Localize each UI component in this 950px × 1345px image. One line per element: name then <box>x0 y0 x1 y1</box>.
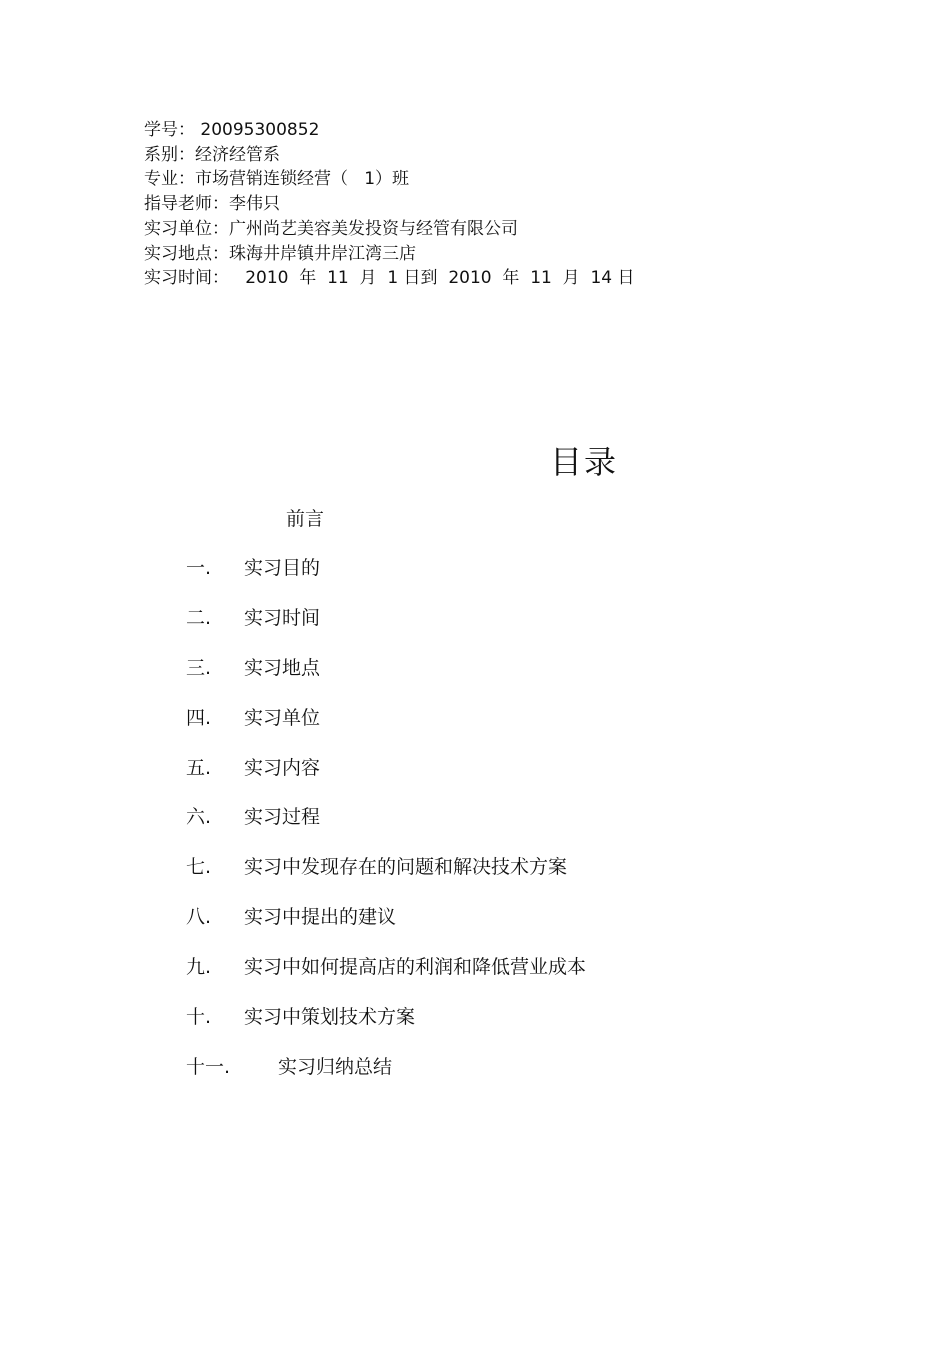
toc-item-label: 实习目的 <box>244 557 321 579</box>
info-label: 系别： <box>144 144 195 165</box>
info-value: 市场营销连锁经营（ 1）班 <box>195 169 410 190</box>
info-row-unit <box>144 217 635 242</box>
toc-item-number: 一. <box>186 557 212 579</box>
info-label: 实习单位： <box>144 218 229 239</box>
info-label: 实习时间： <box>144 268 229 289</box>
toc-preface: 前言 <box>286 508 325 530</box>
info-row-major <box>144 167 635 192</box>
toc-item-label: 实习内容 <box>244 756 321 779</box>
toc-item-number: 十一. <box>186 1055 231 1078</box>
toc-item-label: 实习时间 <box>244 606 321 629</box>
toc-item-number: 四. <box>186 706 212 729</box>
toc-item <box>186 704 586 754</box>
toc-item-number: 十. <box>186 1006 212 1029</box>
toc-item-label: 实习过程 <box>244 806 321 829</box>
toc-item-label: 实习中策划技术方案 <box>244 1006 416 1029</box>
info-row-advisor <box>144 192 635 217</box>
toc-item-label: 实习中如何提高店的利润和降低营业成本 <box>244 956 587 979</box>
toc-item <box>186 654 586 704</box>
toc-item-label: 实习归纳总结 <box>278 1055 393 1078</box>
toc-item-label: 实习单位 <box>244 706 321 729</box>
toc-item-number: 八. <box>186 906 212 929</box>
toc-item <box>186 754 586 804</box>
toc-item <box>186 903 586 953</box>
info-value: 广州尚艺美容美发投资与经管有限公司 <box>229 218 518 239</box>
info-row-period <box>144 266 635 291</box>
info-label: 实习地点： <box>144 243 229 264</box>
toc-item <box>186 604 586 654</box>
info-label: 专业： <box>144 169 195 190</box>
info-label: 指导老师： <box>144 194 229 215</box>
toc-item-number: 六. <box>186 806 212 829</box>
info-label: 学号： <box>144 120 195 140</box>
info-value: 经济经管系 <box>195 144 280 165</box>
info-row-student-id <box>144 118 635 143</box>
info-value: 珠海井岸镇井岸江湾三店 <box>229 243 416 264</box>
toc-item-number: 三. <box>186 656 212 679</box>
info-value: 李伟只 <box>229 194 280 215</box>
toc-item <box>186 1003 586 1053</box>
info-row-department <box>144 143 635 168</box>
toc-item <box>186 554 586 604</box>
toc-item-label: 实习中发现存在的问题和解决技术方案 <box>244 856 568 879</box>
toc-item <box>186 953 586 1003</box>
toc-item-number: 九. <box>186 956 212 979</box>
toc-item-number: 二. <box>186 606 212 629</box>
student-info-block <box>144 118 635 291</box>
toc-title: 目录 <box>550 443 619 481</box>
toc-item <box>186 1053 586 1103</box>
info-value: 2010 年 11 月 1 日到 2010 年 11 月 14 日 <box>229 268 635 289</box>
toc-item-label: 实习地点 <box>244 656 321 679</box>
toc-item-label: 实习中提出的建议 <box>244 906 397 929</box>
toc-item-number: 七. <box>186 856 212 879</box>
toc-item <box>186 853 586 903</box>
toc-item-number: 五. <box>186 756 212 779</box>
toc-item <box>186 803 586 853</box>
toc-list <box>186 554 586 1103</box>
info-row-location <box>144 242 635 267</box>
info-value: 20095300852 <box>195 120 320 140</box>
